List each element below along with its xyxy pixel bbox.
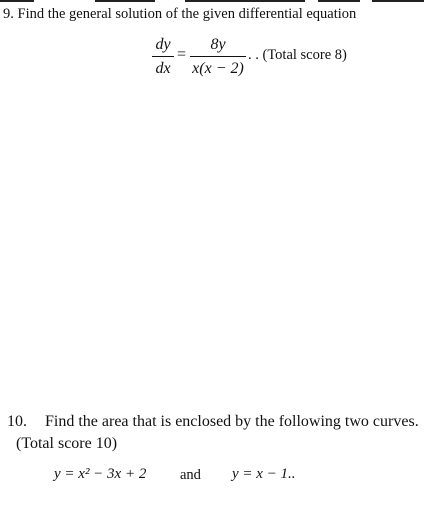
top-rule-segment bbox=[318, 0, 360, 2]
curve-2-equation: y = x − 1.. bbox=[232, 466, 296, 482]
fraction-bar bbox=[190, 56, 246, 57]
top-rule-segment bbox=[372, 0, 424, 2]
fraction-bar bbox=[152, 56, 174, 57]
question-9-prompt: 9. Find the general solution of the given differential equation bbox=[3, 6, 357, 22]
top-rule-segment bbox=[0, 0, 34, 2]
conjunction-and: and bbox=[180, 467, 201, 483]
rhs-numerator: 8y bbox=[210, 36, 226, 53]
question-9-equation bbox=[152, 34, 432, 84]
equals-sign: = bbox=[177, 46, 187, 63]
rhs-fraction bbox=[190, 34, 246, 84]
top-rule-segment bbox=[95, 0, 155, 2]
question-10-score: (Total score 10) bbox=[16, 435, 118, 452]
top-rule-segment bbox=[185, 0, 305, 2]
question-10-number: 10. bbox=[7, 413, 27, 430]
top-border-fragments bbox=[0, 0, 442, 2]
lhs-denominator: dx bbox=[155, 60, 171, 77]
lhs-fraction bbox=[152, 34, 174, 84]
question-10-prompt-line bbox=[7, 413, 419, 431]
lhs-numerator: dy bbox=[155, 36, 171, 53]
rhs-denominator: x(x − 2) bbox=[192, 60, 244, 77]
question-9-score: . . (Total score 8) bbox=[248, 47, 347, 63]
question-10-prompt: Find the area that is enclosed by the following two curves. bbox=[45, 413, 419, 430]
curve-1-equation: y = x² − 3x + 2 bbox=[54, 466, 147, 482]
